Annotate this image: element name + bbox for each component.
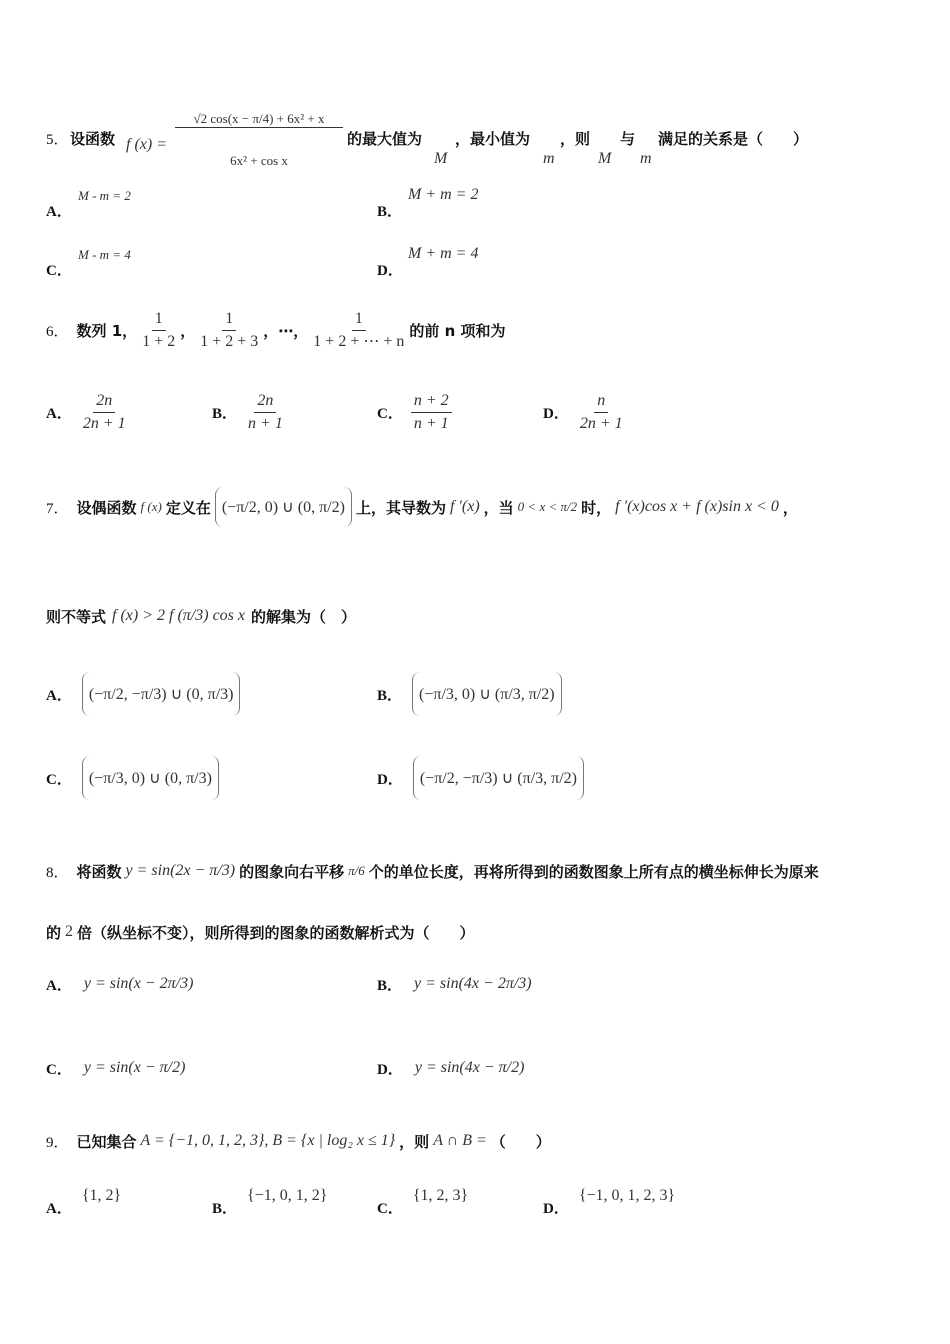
question-text: ，最小值为 bbox=[455, 130, 531, 148]
question-text: 的前 n 项和为 bbox=[409, 321, 506, 340]
question-text: 的最大值为 bbox=[347, 130, 423, 148]
question-text: 设函数 bbox=[70, 130, 116, 148]
fraction-numerator: √2 cos(x − π/4) + 6x² + x bbox=[175, 108, 343, 128]
question-stem: 6． 数列 1， $\frac{1}{1 + 2}$ ， $\frac{1}{1 + 2 + 3}$ ，⋯， $\frac{1}{1 + 2 + \cdots + n}$ 的前 n 项和为 bbox=[46, 309, 506, 350]
variable-M: M bbox=[434, 150, 448, 167]
option-d[interactable]: D． y = sin(4x − π/2) bbox=[377, 1059, 525, 1078]
option-d[interactable]: D． $\frac{n}{2n + 1}$ bbox=[543, 391, 623, 432]
question-number: 8． bbox=[46, 864, 69, 881]
question-text: ，则 bbox=[560, 130, 591, 148]
option-a[interactable]: A． {1, 2} bbox=[46, 1187, 122, 1217]
option-a[interactable]: A． (−π/2, −π/3) ∪ (0, π/3) bbox=[46, 670, 240, 718]
option-d[interactable]: D． (−π/2, −π/3) ∪ (π/3, π/2) bbox=[377, 754, 584, 802]
option-a[interactable]: A． $\frac{2n}{2n + 1}$ bbox=[46, 391, 126, 432]
option-label[interactable]: B． bbox=[377, 204, 403, 220]
question-text: 满足的关系是（ ） bbox=[658, 130, 809, 148]
question-text: 与 bbox=[620, 130, 636, 148]
function-expression: y = sin(2x − π/3) bbox=[125, 862, 236, 879]
question-stem: 8． 将函数 y = sin(2x − π/3) 的图象向右平移 π/6 个的单位长度，再将所得到的函数图象上所有点的横坐标伸长为原来 bbox=[46, 862, 819, 881]
variable-m: m bbox=[543, 150, 555, 167]
question-stem: 9． 已知集合 A = {−1, 0, 1, 2, 3}, B = {x | log₂ x ≤ 1} ，则 A ∩ B = （ ） bbox=[46, 1132, 551, 1151]
fraction: $\frac{1}{1 + 2}$ bbox=[142, 309, 176, 350]
option-b[interactable]: B． (−π/3, 0) ∪ (π/3, π/2) bbox=[377, 670, 562, 718]
question-number: 7． bbox=[46, 500, 69, 517]
option-c[interactable]: C． {1, 2, 3} bbox=[377, 1187, 469, 1217]
question-number: 5． bbox=[46, 132, 69, 148]
option-c[interactable]: C． y = sin(x − π/2) bbox=[46, 1059, 186, 1078]
option-label[interactable]: C． bbox=[46, 263, 72, 279]
option-label[interactable]: D． bbox=[377, 263, 403, 279]
option-c[interactable]: M - m = 4 bbox=[78, 247, 131, 262]
question-number: 9． bbox=[46, 1134, 69, 1151]
fraction: $\frac{1}{1 + 2 + \cdots + n}$ bbox=[313, 309, 405, 350]
option-d[interactable]: D． {−1, 0, 1, 2, 3} bbox=[543, 1187, 676, 1217]
set-definitions: A = {−1, 0, 1, 2, 3}, B = {x | log₂ x ≤ 1} bbox=[140, 1132, 396, 1149]
option-b[interactable]: B． y = sin(4x − 2π/3) bbox=[377, 975, 532, 994]
math-expression: f (x) = bbox=[126, 136, 167, 153]
option-b[interactable]: M + m = 2 bbox=[408, 186, 479, 203]
fraction-denominator: 6x² + cos x bbox=[230, 153, 288, 168]
option-c[interactable]: C． (−π/3, 0) ∪ (0, π/3) bbox=[46, 754, 219, 802]
domain-interval: (−π/2, 0) ∪ (0, π/2) bbox=[215, 487, 352, 527]
question-stem-line2: 的 2 倍（纵坐标不变），则所得到的图象的函数解析式为（ ） bbox=[46, 923, 475, 942]
question-text: 数列 1， bbox=[76, 321, 138, 340]
option-b[interactable]: B． $\frac{2n}{n + 1}$ bbox=[212, 391, 283, 432]
question-stem-line2: 则不等式 f (x) > 2 f (π/3) cos x 的解集为（ ） bbox=[46, 607, 357, 626]
fraction: $\frac{1}{1 + 2 + 3}$ bbox=[200, 309, 259, 350]
option-d[interactable]: M + m = 4 bbox=[408, 245, 479, 262]
variable-M: M bbox=[598, 150, 612, 167]
question-number: 6． bbox=[46, 323, 69, 340]
option-a[interactable]: A． y = sin(x − 2π/3) bbox=[46, 975, 194, 994]
question-stem: 7． 设偶函数 f (x) 定义在 (−π/2, 0) ∪ (0, π/2) 上，其导数为 f ′(x) ，当 0 < x < π/2 时， f ′(x)cos x + f (x)sin x < 0 ， bbox=[46, 482, 798, 532]
option-label[interactable]: A． bbox=[46, 204, 72, 220]
option-a[interactable]: M - m = 2 bbox=[78, 188, 131, 203]
option-b[interactable]: B． {−1, 0, 1, 2} bbox=[212, 1187, 328, 1217]
variable-m: m bbox=[640, 150, 652, 167]
option-c[interactable]: C． $\frac{n + 2}{n + 1}$ bbox=[377, 390, 454, 434]
shift-amount: π/6 bbox=[348, 863, 365, 878]
